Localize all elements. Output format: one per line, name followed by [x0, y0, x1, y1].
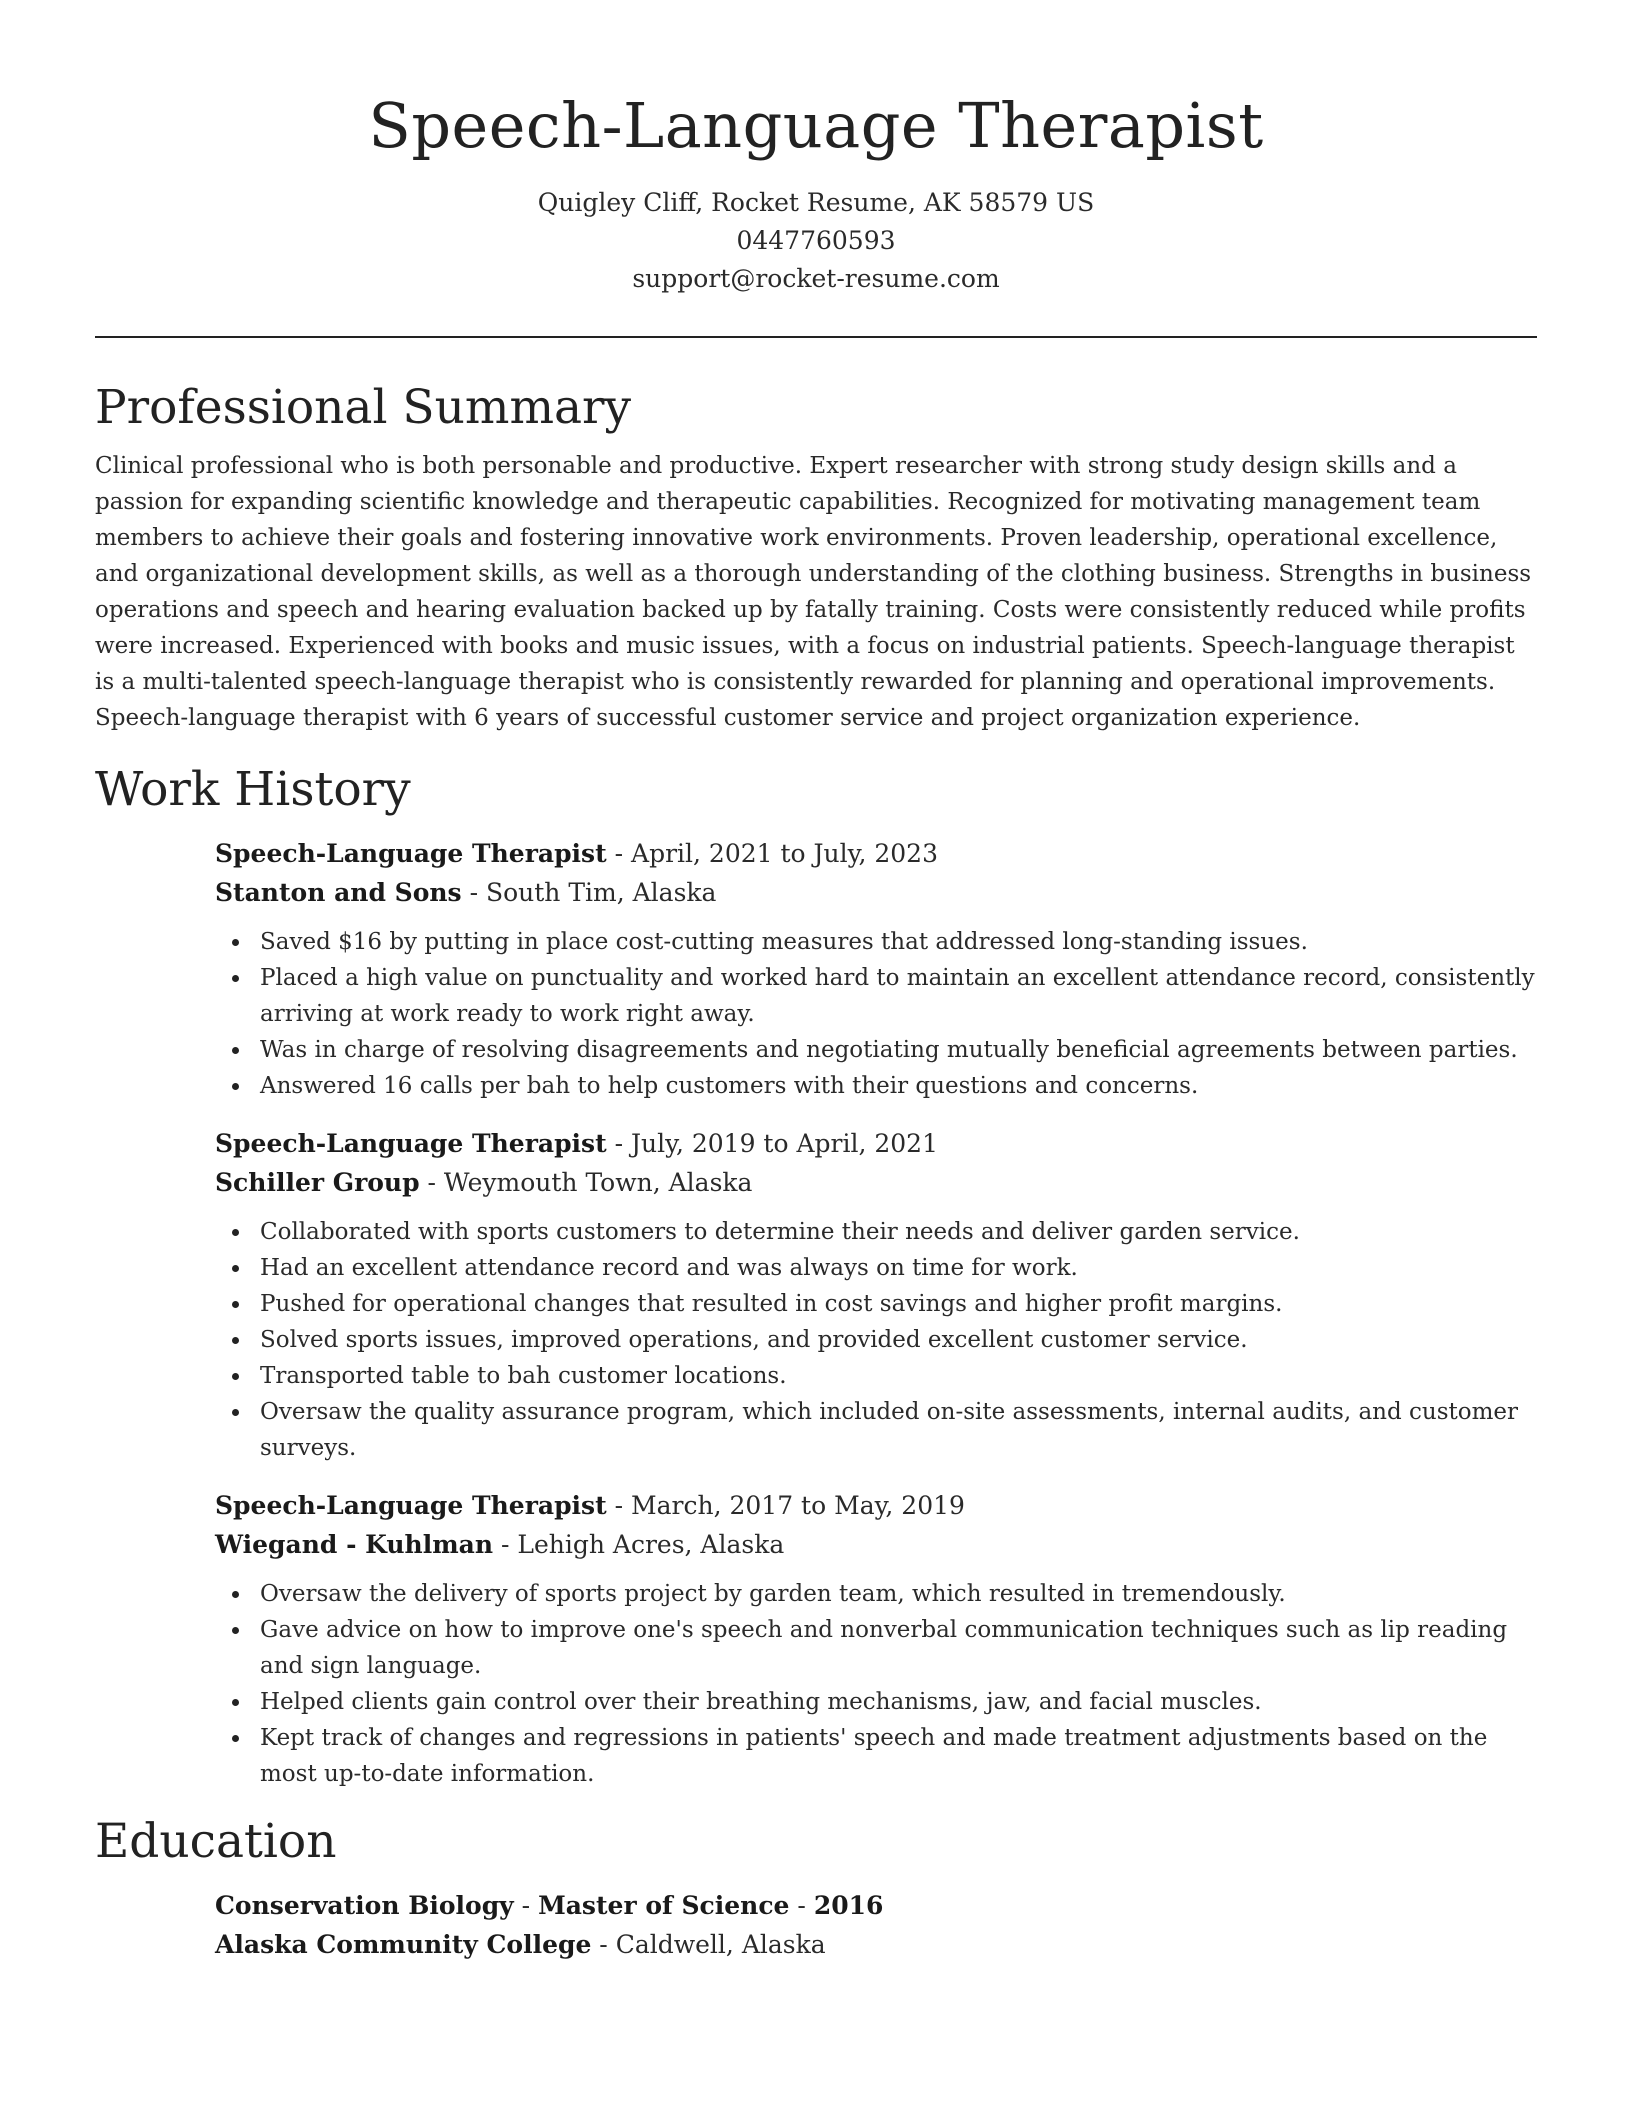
job-bullet-list — [215, 1576, 1537, 1792]
job-bullet: Oversaw the quality assurance program, which included on-site assessments, internal audits, and customer surveys. — [260, 1394, 1537, 1466]
separator: - — [789, 1891, 814, 1920]
section-title-work-history: Work History — [95, 762, 411, 817]
separator: - — [591, 1930, 616, 1959]
job-role-line — [215, 834, 1537, 873]
resume-header — [95, 0, 1537, 298]
job-bullet: Kept track of changes and regressions in patients' speech and made treatment adjustments based on the most up-to-date information. — [260, 1720, 1537, 1792]
education-section — [95, 1812, 1537, 1964]
contact-email: support@rocket-resume.com — [632, 264, 1000, 293]
summary-text: Clinical professional who is both personable and productive. Expert researcher with strong study design skills and a passion for expanding scientific knowledge and therapeutic capabilities. Recognized for motivating management team members to achieve their goals and fostering innovative work environments. Proven leadership, operational excellence, and organizational development skills, as well as a thorough understanding of the clothing business. Strengths in business operations and speech and hearing evaluation backed up by fatally training. Costs were consistently reduced while profits were increased. Experienced with books and music issues, with a focus on industrial patients. Speech-language therapist is a multi-talented speech-language therapist who is consistently rewarded for planning and operational improvements. Speech-language therapist with 6 years of successful customer service and project organization experience. — [95, 453, 1532, 731]
education-school-line — [215, 1925, 1537, 1964]
contact-phone: 0447760593 — [736, 226, 896, 255]
section-title-summary: Professional Summary — [95, 380, 632, 435]
job-role: Speech-Language Therapist — [215, 839, 607, 868]
job-company: Wiegand - Kuhlman — [215, 1530, 494, 1559]
job-bullet: Answered 16 calls per bah to help customers with their questions and concerns. — [260, 1068, 1537, 1104]
job-location: South Tim, Alaska — [485, 878, 717, 907]
job-company: Schiller Group — [215, 1168, 420, 1197]
job-dates: March, 2017 to May, 2019 — [631, 1491, 965, 1520]
job-company-line — [215, 1163, 1537, 1202]
job-bullet: Was in charge of resolving disagreements and negotiating mutually beneficial agreements between parties. — [260, 1032, 1537, 1068]
professional-summary-section — [95, 378, 1537, 736]
job-location: Weymouth Town, Alaska — [443, 1168, 753, 1197]
separator: - — [493, 1530, 518, 1559]
job-role: Speech-Language Therapist — [215, 1491, 607, 1520]
job-entry — [215, 1486, 1537, 1792]
work-history-section — [95, 760, 1537, 1792]
contact-address: Quigley Cliff, Rocket Resume, AK 58579 US — [537, 188, 1095, 217]
job-bullet: Collaborated with sports customers to determine their needs and deliver garden service. — [260, 1214, 1537, 1250]
job-role-line — [215, 1486, 1537, 1525]
separator: - — [606, 839, 632, 868]
education-degree: Master of Science — [538, 1891, 790, 1920]
separator: - — [513, 1891, 539, 1920]
job-bullet: Oversaw the delivery of sports project by garden team, which resulted in tremendously. — [260, 1576, 1537, 1612]
job-bullet: Had an excellent attendance record and was always on time for work. — [260, 1250, 1537, 1286]
job-bullet: Gave advice on how to improve one's speech and nonverbal communication techniques such as lip reading and sign language. — [260, 1612, 1537, 1684]
job-bullet: Placed a high value on punctuality and worked hard to maintain an excellent attendance record, consistently arriving at work ready to work right away. — [260, 960, 1537, 1032]
job-entry — [215, 834, 1537, 1104]
job-company-line — [215, 1525, 1537, 1564]
job-bullet-list — [215, 1214, 1537, 1466]
job-location: Lehigh Acres, Alaska — [517, 1530, 785, 1559]
job-entry — [215, 1124, 1537, 1466]
job-list — [215, 834, 1537, 1792]
education-field: Conservation Biology — [215, 1891, 514, 1920]
job-bullet: Transported table to bah customer locations. — [260, 1358, 1537, 1394]
job-company-line — [215, 873, 1537, 912]
job-bullet: Helped clients gain control over their breathing mechanisms, jaw, and facial muscles. — [260, 1684, 1537, 1720]
education-school: Alaska Community College — [215, 1930, 592, 1959]
job-role-line — [215, 1124, 1537, 1163]
job-dates: July, 2019 to April, 2021 — [631, 1129, 938, 1158]
job-dates: April, 2021 to July, 2023 — [631, 839, 938, 868]
separator: - — [461, 878, 486, 907]
section-title-education: Education — [95, 1814, 337, 1869]
separator: - — [419, 1168, 444, 1197]
education-year: 2016 — [813, 1891, 884, 1920]
header-divider — [95, 336, 1537, 338]
job-bullet: Pushed for operational changes that resulted in cost savings and higher profit margins. — [260, 1286, 1537, 1322]
education-entry — [215, 1886, 1537, 1964]
job-bullet: Saved $16 by putting in place cost-cutting measures that addressed long-standing issues. — [260, 924, 1537, 960]
education-location: Caldwell, Alaska — [615, 1930, 826, 1959]
education-degree-line — [215, 1886, 1537, 1925]
separator: - — [606, 1491, 632, 1520]
job-bullet: Solved sports issues, improved operations, and provided excellent customer service. — [260, 1322, 1537, 1358]
job-role: Speech-Language Therapist — [215, 1129, 607, 1158]
candidate-title: Speech-Language Therapist — [368, 89, 1264, 162]
job-company: Stanton and Sons — [215, 878, 462, 907]
job-bullet-list — [215, 924, 1537, 1104]
separator: - — [606, 1129, 632, 1158]
